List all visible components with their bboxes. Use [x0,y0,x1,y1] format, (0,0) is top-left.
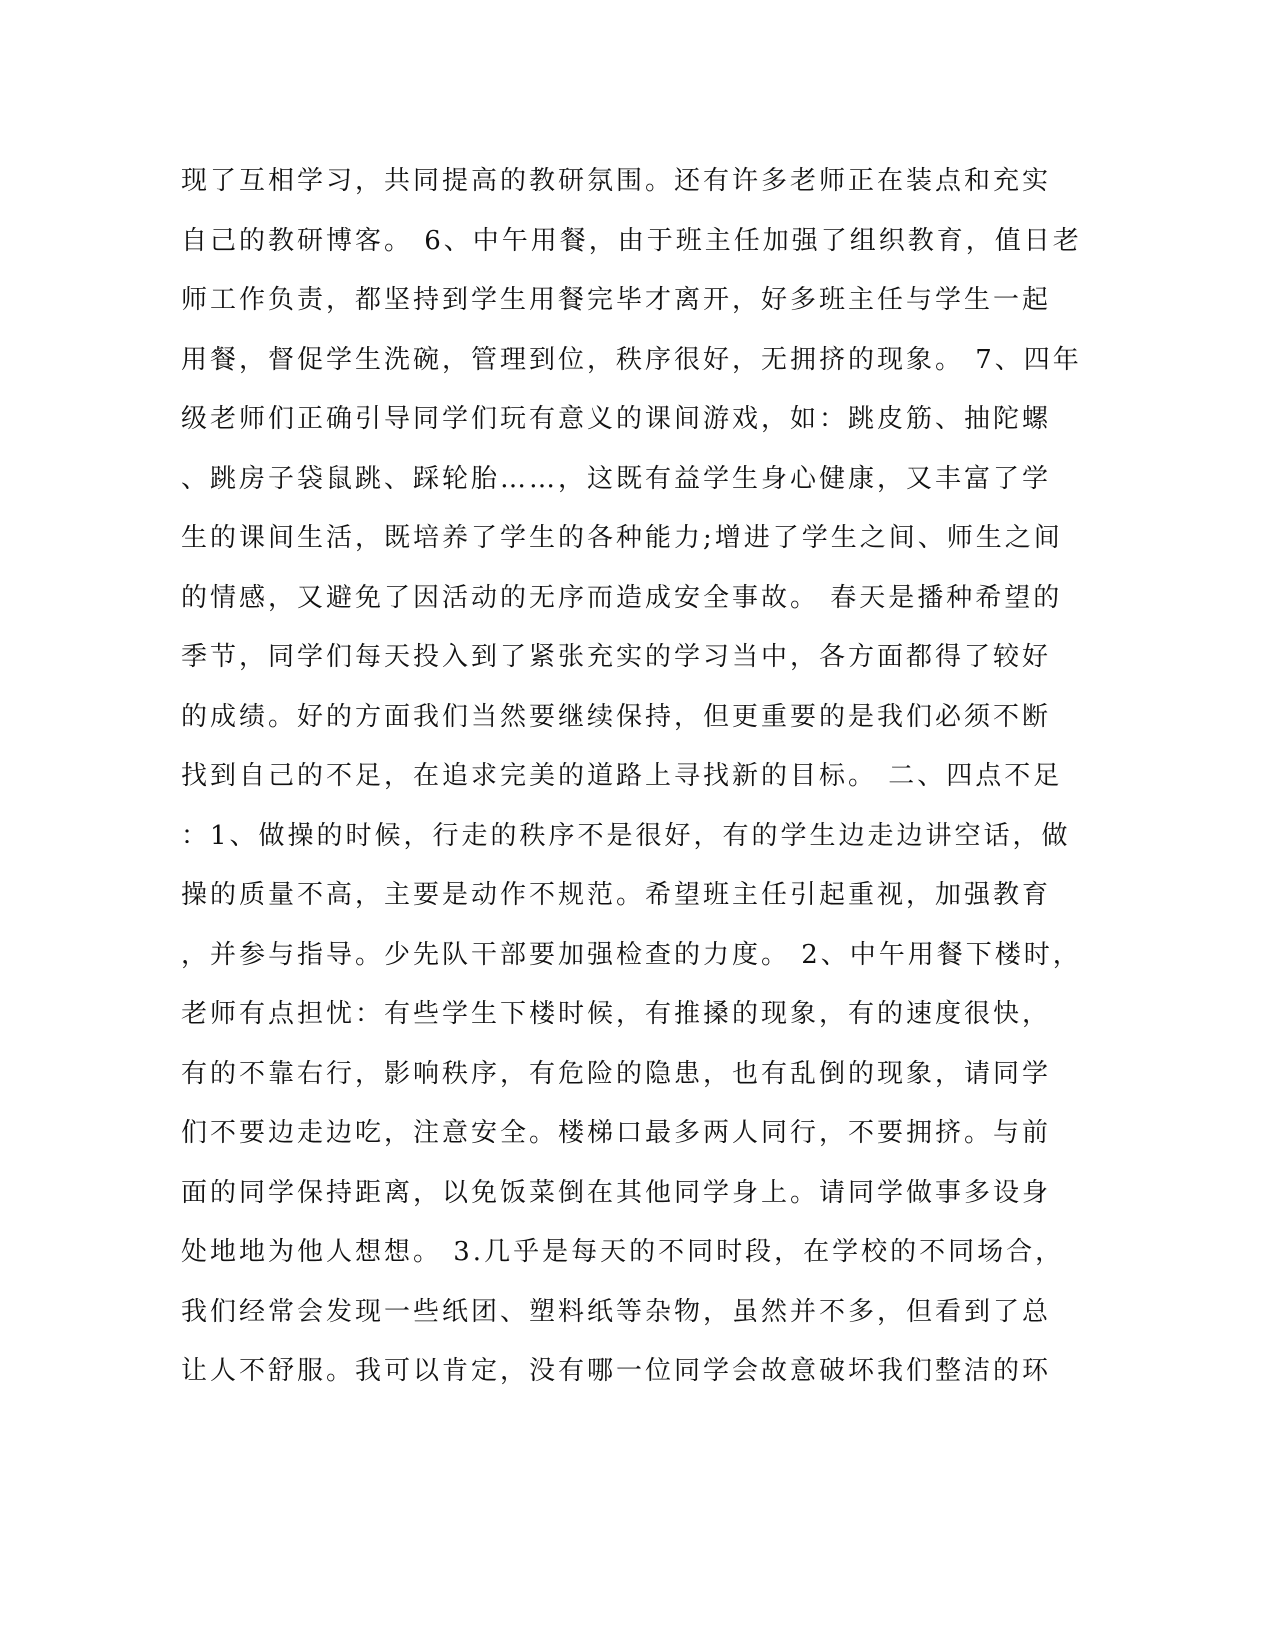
text-line: 自己的教研博客。 6、中午用餐，由于班主任加强了组织教育，值日老 [181,225,1082,256]
text-line: 处地地为他人想想。 3.几乎是每天的不同时段，在学校的不同场合， [181,1237,1065,1267]
text-line: 有的不靠右行，影响秩序，有危险的隐患，也有乱倒的现象，请同学 [181,1058,1052,1089]
text-line: 级老师们正确引导同学们玩有意义的课间游戏，如：跳皮筋、抽陀螺 [181,404,1052,434]
text-line: 用餐，督促学生洗碗，管理到位，秩序很好，无拥挤的现象。 7、四年 [181,344,1082,375]
text-line: 的成绩。好的方面我们当然要继续保持，但更重要的是我们必须不断 [181,701,1052,732]
text-line: 季节，同学们每天投入到了紧张充实的学习当中，各方面都得了较好 [181,642,1052,672]
text-line: 我们经常会发现一些纸团、塑料纸等杂物，虽然并不多，但看到了总 [181,1296,1052,1327]
text-line: ：1、做操的时候，行走的秩序不是很好，有的学生边走边讲空话，做 [181,820,1071,851]
text-line: 老师有点担忧：有些学生下楼时候，有推搡的现象，有的速度很快， [181,999,1052,1029]
text-line: ，并参与指导。少先队干部要加强检查的力度。 2、中午用餐下楼时， [181,939,1082,970]
body-text [181,158,1082,1408]
text-line: 的情感，又避免了因活动的无序而造成安全事故。 春天是播种希望的 [181,582,1063,613]
text-line: 们不要边走边吃，注意安全。楼梯口最多两人同行，不要拥挤。与前 [181,1118,1052,1148]
text-line: 找到自己的不足，在追求完美的道路上寻找新的目标。 二、四点不足 [181,761,1063,791]
text-line: 让人不舒服。我可以肯定，没有哪一位同学会故意破坏我们整洁的环 [181,1356,1052,1386]
text-line: 操的质量不高，主要是动作不规范。希望班主任引起重视，加强教育 [181,880,1052,910]
text-line: 生的课间生活，既培养了学生的各种能力;增进了学生之间、师生之间 [181,523,1063,553]
text-line: 师工作负责，都坚持到学生用餐完毕才离开，好多班主任与学生一起 [181,285,1052,315]
text-line: 面的同学保持距离，以免饭菜倒在其他同学身上。请同学做事多设身 [181,1177,1052,1208]
text-line: 现了互相学习，共同提高的教研氛围。还有许多老师正在装点和充实 [181,166,1052,196]
text-line: 、跳房子袋鼠跳、踩轮胎……，这既有益学生身心健康，又丰富了学 [181,463,1052,494]
